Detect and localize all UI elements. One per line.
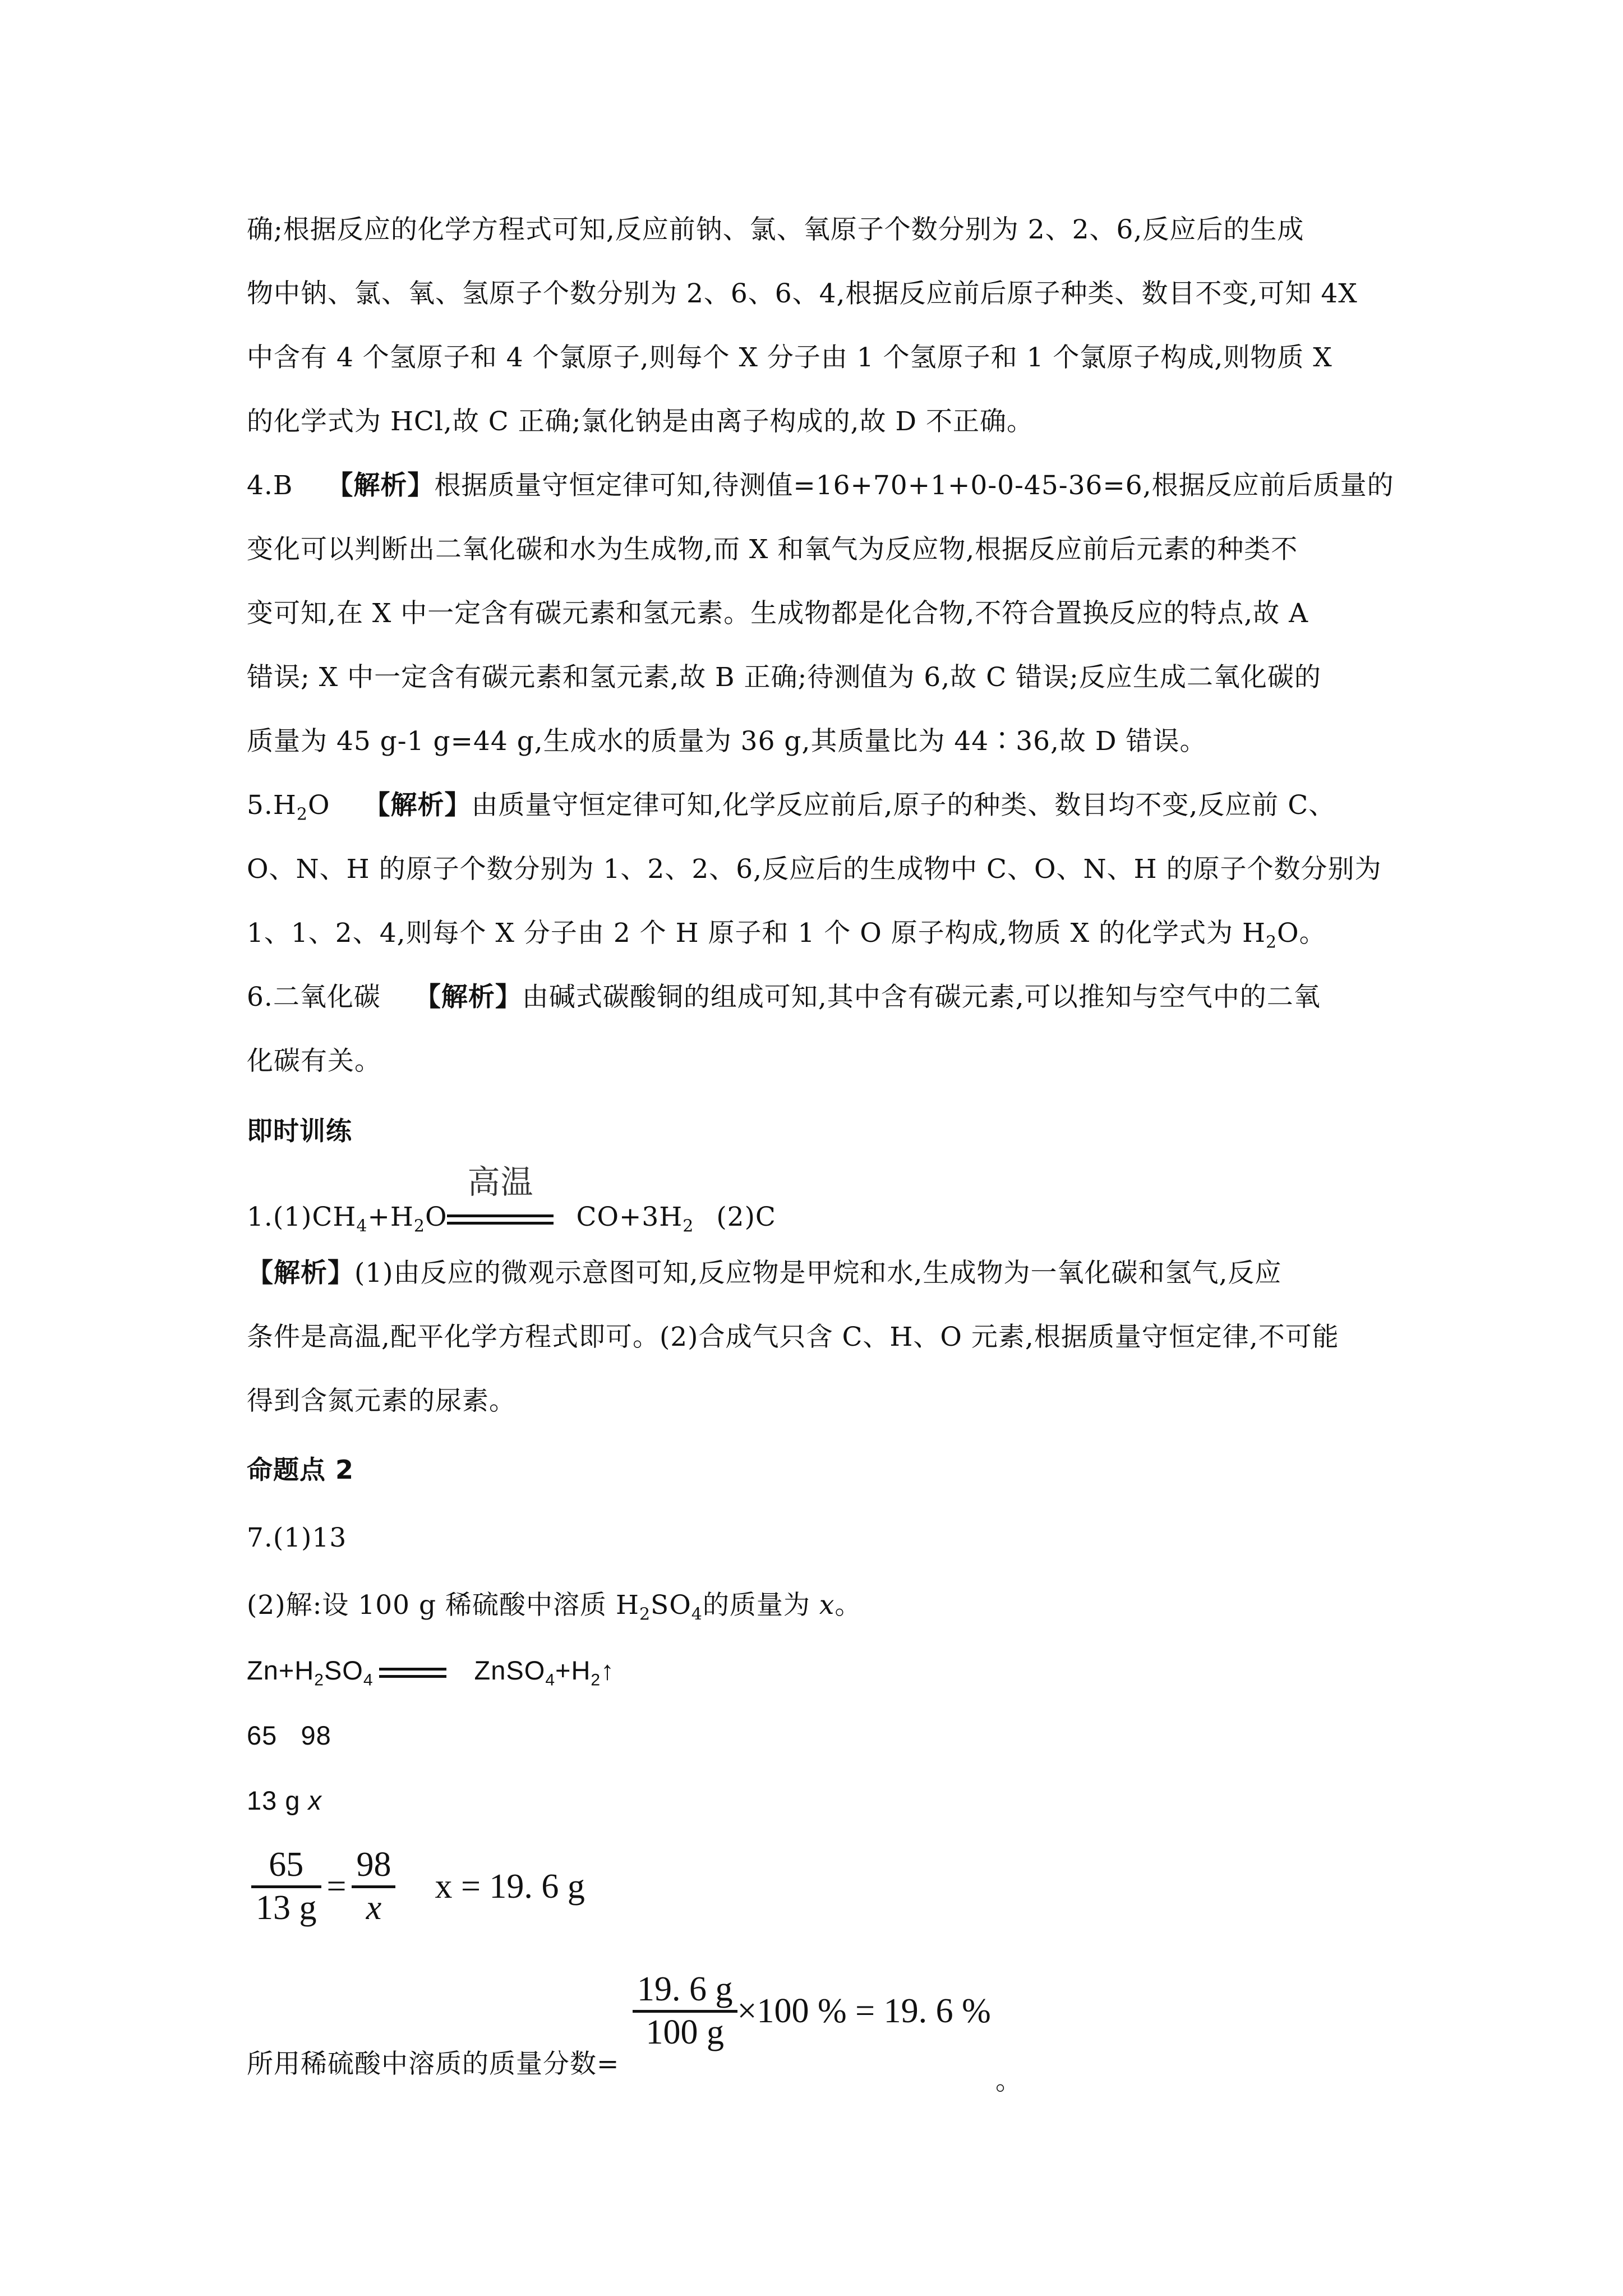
subscript: 4 bbox=[363, 1671, 374, 1690]
text-line bbox=[247, 917, 1326, 953]
result: x = 19. 6 g bbox=[435, 1867, 585, 1906]
answer-number: 4.B bbox=[247, 470, 293, 501]
text-line: 变可知,在 X 中一定含有碳元素和氢元素。生成物都是化合物,不符合置换反应的特点,故 A bbox=[247, 598, 1309, 629]
result: ×100 % = 19. 6 % bbox=[737, 1991, 991, 2030]
eq-text: O bbox=[425, 1202, 448, 1232]
analysis-text: 由碱式碳酸铜的组成可知,其中含有碳元素,可以推知与空气中的二氧 bbox=[522, 982, 1321, 1013]
text-line: 化碳有关。 bbox=[247, 1046, 381, 1076]
text-segment: 1、1、2、4,则每个 X 分子由 2 个 H 原子和 1 个 O 原子构成,物质 X 的化学式为 H bbox=[247, 918, 1266, 949]
numerator: 98 bbox=[356, 1846, 391, 1884]
text-line: 所用稀硫酸中溶质的质量分数= bbox=[247, 2049, 620, 2079]
up-arrow: ↑ bbox=[601, 1655, 615, 1685]
text-line bbox=[247, 1784, 322, 1818]
subscript: 4 bbox=[356, 1216, 368, 1236]
reaction-condition-sign bbox=[447, 1163, 554, 1236]
eq-text: (2)C bbox=[716, 1202, 776, 1232]
double-bar bbox=[379, 1668, 446, 1678]
numerator: 65 bbox=[269, 1846, 304, 1884]
answer-number: 6.二氧化碳 bbox=[247, 982, 381, 1013]
eq-text: Zn+H bbox=[247, 1655, 315, 1685]
text-line: 的化学式为 HCl,故 C 正确;氯化钠是由离子构成的,故 D 不正确。 bbox=[247, 406, 1034, 437]
analysis-tag: 【解析】 bbox=[414, 982, 522, 1013]
answer-6-line bbox=[247, 981, 1321, 1014]
eq-text: CO+3H bbox=[576, 1202, 683, 1232]
fraction bbox=[251, 1845, 321, 1928]
text-line: 7.(1)13 bbox=[247, 1522, 347, 1553]
text-line: 错误; X 中一定含有碳元素和氢元素,故 B 正确;待测值为 6,故 C 错误;反应生成二氧化碳的 bbox=[247, 662, 1321, 693]
answer-4-line bbox=[247, 469, 1394, 503]
analysis-text: 由质量守恒定律可知,化学反应前后,原子的种类、数目均不变,反应前 C、 bbox=[471, 790, 1336, 821]
text-segment: 13 g bbox=[247, 1786, 308, 1815]
final-period: 。 bbox=[995, 2065, 1022, 2096]
variable-x: x bbox=[308, 1786, 322, 1815]
analysis-tag: 【解析】 bbox=[247, 1258, 354, 1289]
answer-number: 5.H bbox=[247, 790, 297, 821]
text-line: 变化可以判断出二氧化碳和水为生成物,而 X 和氧气为反应物,根据反应前后元素的种类不 bbox=[247, 534, 1298, 565]
text-segment: O。 bbox=[1277, 918, 1326, 949]
analysis-text: 根据质量守恒定律可知,待测值=16+70+1+0-0-45-36=6,根据反应前后质量的 bbox=[434, 470, 1394, 501]
eq-text: +H bbox=[367, 1202, 414, 1232]
eq-text: ZnSO bbox=[474, 1655, 546, 1685]
text-line: 中含有 4 个氢原子和 4 个氯原子,则每个 X 分子由 1 个氢原子和 1 个氯原子构成,则物质 X bbox=[247, 342, 1332, 373]
analysis-tag: 【解析】 bbox=[363, 790, 472, 821]
subscript: 4 bbox=[691, 1604, 703, 1625]
fraction bbox=[352, 1845, 395, 1928]
fraction bbox=[633, 1970, 737, 2053]
analysis-line bbox=[247, 1257, 1281, 1290]
subscript: 2 bbox=[1265, 932, 1278, 953]
subscript: 2 bbox=[296, 804, 308, 825]
analysis-text: (1)由反应的微观示意图可知,反应物是甲烷和水,生成物为一氧化碳和氢气,反应 bbox=[354, 1258, 1282, 1289]
answer-5-line bbox=[247, 789, 1336, 825]
denominator: 13 g bbox=[256, 1888, 317, 1927]
text-line: 得到含氮元素的尿素。 bbox=[247, 1386, 516, 1416]
denominator: x bbox=[366, 1888, 382, 1927]
equation-line bbox=[247, 1654, 615, 1690]
denominator: 100 g bbox=[645, 2013, 724, 2051]
percentage-equation bbox=[633, 1963, 991, 2059]
subscript: 2 bbox=[413, 1216, 425, 1236]
numerator: 19. 6 g bbox=[637, 1970, 733, 2009]
subscript: 2 bbox=[639, 1604, 651, 1625]
subscript: 2 bbox=[683, 1216, 694, 1236]
equation-line bbox=[247, 1163, 776, 1236]
text-line: 65 98 bbox=[247, 1720, 331, 1750]
subscript: 4 bbox=[545, 1671, 555, 1690]
text-segment: 的质量为 bbox=[702, 1590, 819, 1621]
reaction-condition: 高温 bbox=[467, 1163, 534, 1201]
eq-text: SO bbox=[324, 1655, 363, 1685]
answer-number: O bbox=[307, 790, 330, 821]
text-line: 物中钠、氯、氧、氢原子个数分别为 2、6、6、4,根据反应前后原子种类、数目不变,可知 4X bbox=[247, 278, 1358, 309]
text-line: 质量为 45 g-1 g=44 g,生成水的质量为 36 g,其质量比为 44∶36,故 D 错误。 bbox=[247, 726, 1207, 757]
section-heading: 命题点 2 bbox=[247, 1455, 354, 1485]
section-heading: 即时训练 bbox=[247, 1116, 352, 1146]
text-segment: 。 bbox=[834, 1590, 862, 1621]
eq-text: 1.(1)CH bbox=[247, 1202, 357, 1232]
subscript: 2 bbox=[591, 1671, 601, 1690]
text-segment: (2)解:设 100 g 稀硫酸中溶质 H bbox=[247, 1590, 639, 1621]
text-line bbox=[247, 1589, 862, 1625]
subscript: 2 bbox=[314, 1671, 324, 1690]
analysis-tag: 【解析】 bbox=[326, 470, 435, 501]
proportion-equation bbox=[251, 1839, 585, 1934]
text-line: 条件是高温,配平化学方程式即可。(2)合成气只含 C、H、O 元素,根据质量守恒定律,不可能 bbox=[247, 1322, 1339, 1352]
equals-sign: = bbox=[326, 1867, 347, 1906]
text-line: O、N、H 的原子个数分别为 1、2、2、6,反应后的生成物中 C、O、N、H 的原子个数分别为 bbox=[247, 854, 1382, 885]
variable-x: x bbox=[819, 1590, 835, 1621]
text-segment: SO bbox=[651, 1590, 691, 1621]
eq-text: +H bbox=[555, 1655, 591, 1685]
text-line: 确;根据反应的化学方程式可知,反应前钠、氯、氧原子个数分别为 2、2、6,反应后的生成 bbox=[247, 214, 1304, 245]
double-bar bbox=[447, 1214, 554, 1225]
